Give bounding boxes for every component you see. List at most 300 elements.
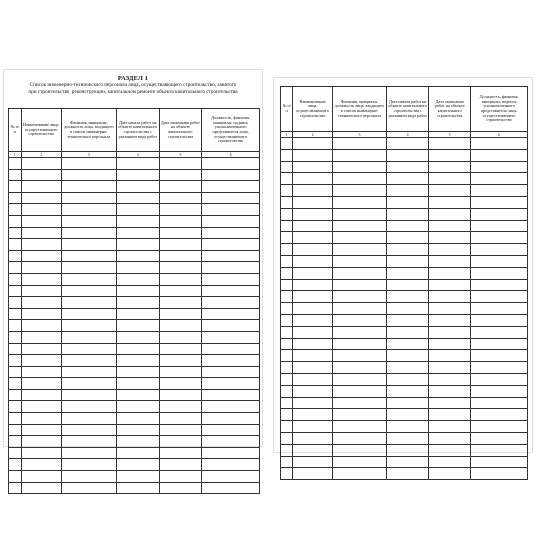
table-cell xyxy=(21,285,61,297)
table-cell xyxy=(159,471,202,483)
table-row xyxy=(9,401,260,413)
column-number: 5 xyxy=(159,152,202,158)
table-cell xyxy=(9,459,22,471)
table-cell xyxy=(387,255,429,267)
table-cell xyxy=(202,459,260,471)
table-row xyxy=(9,436,260,448)
table-cell xyxy=(116,378,159,390)
header-personnel: Фамилия, инициалы, должность лица, входящего в список инженерно-технического персонала xyxy=(332,87,386,132)
table-cell xyxy=(159,331,202,343)
table-cell xyxy=(202,482,260,494)
table-cell xyxy=(202,181,260,193)
table-cell xyxy=(159,227,202,239)
table-cell xyxy=(116,297,159,309)
table-cell xyxy=(159,366,202,378)
table-row xyxy=(9,215,260,227)
table-cell xyxy=(471,314,528,326)
table-cell xyxy=(21,215,61,227)
table-cell xyxy=(9,447,22,459)
header-builder-name: Наименование лица, осуществляющего строительство xyxy=(21,109,61,152)
table-row xyxy=(9,158,260,170)
table-cell xyxy=(159,413,202,425)
column-number: 3 xyxy=(61,152,116,158)
table-cell xyxy=(21,471,61,483)
table-cell xyxy=(332,267,386,279)
table-row xyxy=(281,421,528,433)
table-cell xyxy=(21,424,61,436)
table-cell xyxy=(429,456,471,468)
table-cell xyxy=(471,326,528,338)
header-builder-name: Наименование лица, осуществляющего строительство xyxy=(293,87,333,132)
table-cell xyxy=(429,149,471,161)
table-cell xyxy=(202,215,260,227)
table-cell xyxy=(9,192,22,204)
table-cell xyxy=(61,331,116,343)
table-cell xyxy=(159,158,202,170)
table-cell xyxy=(293,421,333,433)
table-row xyxy=(281,208,528,220)
table-row xyxy=(9,308,260,320)
personnel-table-right xyxy=(280,86,528,480)
table-cell xyxy=(293,149,333,161)
table-cell xyxy=(159,320,202,332)
table-cell xyxy=(116,308,159,320)
table-cell xyxy=(159,285,202,297)
table-cell xyxy=(429,385,471,397)
table-row xyxy=(281,314,528,326)
table-cell xyxy=(21,436,61,448)
table-cell xyxy=(293,208,333,220)
table-cell xyxy=(429,350,471,362)
table-row xyxy=(281,397,528,409)
table-row xyxy=(9,331,260,343)
table-cell xyxy=(293,255,333,267)
table-cell xyxy=(159,169,202,181)
table-row xyxy=(281,255,528,267)
table-body-left xyxy=(9,158,260,494)
table-cell xyxy=(429,373,471,385)
table-row xyxy=(281,338,528,350)
table-cell xyxy=(21,204,61,216)
table-cell xyxy=(387,244,429,256)
table-cell xyxy=(21,192,61,204)
table-cell xyxy=(471,138,528,150)
table-cell xyxy=(116,227,159,239)
table-cell xyxy=(293,338,333,350)
table-row xyxy=(281,267,528,279)
table-cell xyxy=(332,196,386,208)
table-cell xyxy=(202,192,260,204)
table-cell xyxy=(21,459,61,471)
table-cell xyxy=(61,227,116,239)
table-cell xyxy=(202,436,260,448)
table-cell xyxy=(21,366,61,378)
table-cell xyxy=(471,432,528,444)
table-cell xyxy=(116,262,159,274)
table-cell xyxy=(202,227,260,239)
table-cell xyxy=(471,267,528,279)
table-cell xyxy=(21,158,61,170)
table-row xyxy=(9,239,260,251)
table-row xyxy=(9,424,260,436)
table-cell xyxy=(116,250,159,262)
table-cell xyxy=(116,424,159,436)
table-cell xyxy=(9,424,22,436)
table-cell xyxy=(293,220,333,232)
table-cell xyxy=(332,149,386,161)
table-cell xyxy=(471,350,528,362)
table-cell xyxy=(293,185,333,197)
table-cell xyxy=(9,215,22,227)
table-cell xyxy=(429,173,471,185)
table-cell xyxy=(332,232,386,244)
table-cell xyxy=(281,185,293,197)
table-cell xyxy=(21,343,61,355)
table-cell xyxy=(332,208,386,220)
table-cell xyxy=(202,378,260,390)
table-cell xyxy=(471,468,528,480)
table-cell xyxy=(293,196,333,208)
table-cell xyxy=(332,314,386,326)
table-cell xyxy=(116,447,159,459)
header-start-date: Дата начала работ на объекте капитального строительства с указанием вида работ xyxy=(387,87,429,132)
table-row xyxy=(281,279,528,291)
table-row xyxy=(281,373,528,385)
table-cell xyxy=(21,378,61,390)
table-cell xyxy=(471,196,528,208)
table-cell xyxy=(281,397,293,409)
table-cell xyxy=(293,456,333,468)
table-cell xyxy=(293,173,333,185)
table-cell xyxy=(471,173,528,185)
table-cell xyxy=(9,366,22,378)
table-row xyxy=(9,204,260,216)
table-cell xyxy=(61,262,116,274)
table-cell xyxy=(429,255,471,267)
table-row xyxy=(281,149,528,161)
table-cell xyxy=(21,239,61,251)
table-cell xyxy=(332,350,386,362)
table-row xyxy=(9,285,260,297)
table-cell xyxy=(116,158,159,170)
table-cell xyxy=(61,181,116,193)
table-cell xyxy=(202,169,260,181)
table-row xyxy=(281,244,528,256)
header-representative: Должность, фамилия, инициалы, подпись уполномоченного представителя лица, осуществляющего строительство xyxy=(202,109,260,152)
table-cell xyxy=(202,297,260,309)
table-cell xyxy=(293,303,333,315)
table-cell xyxy=(21,401,61,413)
table-cell xyxy=(202,366,260,378)
table-cell xyxy=(9,401,22,413)
table-cell xyxy=(116,181,159,193)
column-number: 4 xyxy=(387,132,429,138)
table-cell xyxy=(387,303,429,315)
table-cell xyxy=(387,185,429,197)
header-personnel: Фамилия, инициалы, должность лица, входящего в список инженерно-технического персонала xyxy=(61,109,116,152)
table-cell xyxy=(202,389,260,401)
table-cell xyxy=(281,220,293,232)
table-cell xyxy=(9,413,22,425)
table-row xyxy=(9,273,260,285)
table-cell xyxy=(387,196,429,208)
table-cell xyxy=(332,456,386,468)
table-cell xyxy=(281,161,293,173)
section-title: РАЗДЕЛ 1 xyxy=(117,75,149,82)
personnel-table-left xyxy=(8,108,260,494)
table-cell xyxy=(429,326,471,338)
table-row xyxy=(281,456,528,468)
table-cell xyxy=(281,173,293,185)
header-row xyxy=(9,109,260,152)
table-cell xyxy=(471,303,528,315)
table-cell xyxy=(281,303,293,315)
table-cell xyxy=(387,173,429,185)
table-cell xyxy=(61,424,116,436)
table-cell xyxy=(159,297,202,309)
table-cell xyxy=(116,343,159,355)
table-row xyxy=(9,297,260,309)
table-row xyxy=(281,232,528,244)
table-cell xyxy=(159,273,202,285)
header-start-date: Дата начала работ на объекте капитального строительства с указанием вида работ xyxy=(116,109,159,152)
table-cell xyxy=(471,185,528,197)
table-cell xyxy=(387,373,429,385)
table-row xyxy=(281,220,528,232)
table-cell xyxy=(159,355,202,367)
table-cell xyxy=(9,273,22,285)
table-cell xyxy=(387,421,429,433)
table-cell xyxy=(61,413,116,425)
table-cell xyxy=(293,138,333,150)
table-cell xyxy=(159,424,202,436)
column-number: 2 xyxy=(293,132,333,138)
table-cell xyxy=(116,355,159,367)
table-cell xyxy=(9,239,22,251)
table-cell xyxy=(61,158,116,170)
table-cell xyxy=(429,185,471,197)
table-cell xyxy=(471,161,528,173)
table-cell xyxy=(332,432,386,444)
table-cell xyxy=(293,161,333,173)
table-cell xyxy=(281,409,293,421)
table-cell xyxy=(387,468,429,480)
table-cell xyxy=(281,385,293,397)
table-cell xyxy=(387,220,429,232)
table-cell xyxy=(429,303,471,315)
table-cell xyxy=(116,239,159,251)
table-cell xyxy=(116,215,159,227)
table-cell xyxy=(281,244,293,256)
table-row xyxy=(9,389,260,401)
table-cell xyxy=(429,208,471,220)
table-row xyxy=(281,350,528,362)
table-cell xyxy=(116,471,159,483)
table-cell xyxy=(471,456,528,468)
column-number: 6 xyxy=(202,152,260,158)
table-cell xyxy=(332,255,386,267)
table-cell xyxy=(293,432,333,444)
table-cell xyxy=(159,308,202,320)
table-cell xyxy=(61,192,116,204)
table-cell xyxy=(116,366,159,378)
table-row xyxy=(9,471,260,483)
table-cell xyxy=(202,308,260,320)
table-cell xyxy=(9,181,22,193)
table-cell xyxy=(9,262,22,274)
table-cell xyxy=(159,262,202,274)
table-cell xyxy=(9,204,22,216)
table-cell xyxy=(332,244,386,256)
table-cell xyxy=(471,444,528,456)
table-cell xyxy=(21,482,61,494)
table-cell xyxy=(21,447,61,459)
column-number: 1 xyxy=(281,132,293,138)
table-cell xyxy=(471,421,528,433)
table-row xyxy=(9,262,260,274)
table-row xyxy=(281,432,528,444)
table-cell xyxy=(387,338,429,350)
table-cell xyxy=(61,447,116,459)
table-cell xyxy=(387,444,429,456)
table-cell xyxy=(281,373,293,385)
table-cell xyxy=(202,250,260,262)
header-end-date: Дата окончания работ на объекте капитального строительства xyxy=(429,87,471,132)
table-cell xyxy=(293,409,333,421)
table-cell xyxy=(61,297,116,309)
table-cell xyxy=(9,331,22,343)
table-cell xyxy=(9,389,22,401)
table-cell xyxy=(332,373,386,385)
table-cell xyxy=(116,413,159,425)
table-cell xyxy=(202,204,260,216)
table-cell xyxy=(429,338,471,350)
table-cell xyxy=(332,303,386,315)
table-cell xyxy=(429,232,471,244)
table-row xyxy=(281,185,528,197)
table-cell xyxy=(332,362,386,374)
table-cell xyxy=(21,169,61,181)
table-cell xyxy=(429,161,471,173)
table-row xyxy=(9,192,260,204)
table-row xyxy=(9,181,260,193)
table-cell xyxy=(387,208,429,220)
table-cell xyxy=(332,138,386,150)
table-cell xyxy=(387,350,429,362)
table-cell xyxy=(202,401,260,413)
table-cell xyxy=(471,279,528,291)
table-row xyxy=(9,169,260,181)
section-caption-line-2: при строительстве, реконструкции, капитальном ремонте объекта капитального строительства xyxy=(28,88,238,95)
table-cell xyxy=(61,273,116,285)
table-row xyxy=(9,447,260,459)
table-cell xyxy=(293,279,333,291)
table-cell xyxy=(332,338,386,350)
table-cell xyxy=(202,320,260,332)
table-cell xyxy=(21,181,61,193)
table-cell xyxy=(281,338,293,350)
table-cell xyxy=(332,185,386,197)
table-cell xyxy=(116,192,159,204)
table-cell xyxy=(202,239,260,251)
table-cell xyxy=(281,421,293,433)
table-cell xyxy=(9,482,22,494)
table-cell xyxy=(471,291,528,303)
table-cell xyxy=(61,401,116,413)
table-cell xyxy=(471,244,528,256)
table-cell xyxy=(387,456,429,468)
table-cell xyxy=(332,326,386,338)
table-cell xyxy=(61,169,116,181)
table-cell xyxy=(202,413,260,425)
table-row xyxy=(9,227,260,239)
table-cell xyxy=(21,413,61,425)
table-row xyxy=(281,444,528,456)
table-cell xyxy=(159,181,202,193)
table-cell xyxy=(61,308,116,320)
table-cell xyxy=(332,397,386,409)
table-cell xyxy=(159,250,202,262)
table-row xyxy=(9,343,260,355)
table-cell xyxy=(116,436,159,448)
table-cell xyxy=(471,232,528,244)
table-row xyxy=(9,378,260,390)
table-cell xyxy=(9,158,22,170)
table-cell xyxy=(116,401,159,413)
table-cell xyxy=(116,273,159,285)
table-cell xyxy=(202,424,260,436)
table-cell xyxy=(21,297,61,309)
table-cell xyxy=(387,291,429,303)
table-cell xyxy=(281,208,293,220)
table-cell xyxy=(471,385,528,397)
table-cell xyxy=(332,468,386,480)
table-row xyxy=(281,173,528,185)
column-number: 2 xyxy=(21,152,61,158)
table-cell xyxy=(387,279,429,291)
table-cell xyxy=(281,138,293,150)
table-cell xyxy=(429,468,471,480)
table-row xyxy=(9,355,260,367)
table-cell xyxy=(387,161,429,173)
table-cell xyxy=(159,459,202,471)
table-cell xyxy=(387,397,429,409)
table-cell xyxy=(281,456,293,468)
table-cell xyxy=(116,285,159,297)
table-cell xyxy=(281,468,293,480)
table-row xyxy=(9,320,260,332)
table-cell xyxy=(281,196,293,208)
table-cell xyxy=(332,220,386,232)
table-cell xyxy=(202,262,260,274)
table-cell xyxy=(202,343,260,355)
table-cell xyxy=(202,273,260,285)
table-row xyxy=(281,303,528,315)
table-cell xyxy=(159,401,202,413)
table-cell xyxy=(61,389,116,401)
table-cell xyxy=(332,385,386,397)
table-cell xyxy=(61,355,116,367)
table-cell xyxy=(471,208,528,220)
table-cell xyxy=(159,436,202,448)
table-cell xyxy=(429,220,471,232)
table-cell xyxy=(281,232,293,244)
table-body-right xyxy=(281,138,528,480)
table-cell xyxy=(281,279,293,291)
table-cell xyxy=(159,378,202,390)
table-cell xyxy=(281,255,293,267)
table-cell xyxy=(281,267,293,279)
